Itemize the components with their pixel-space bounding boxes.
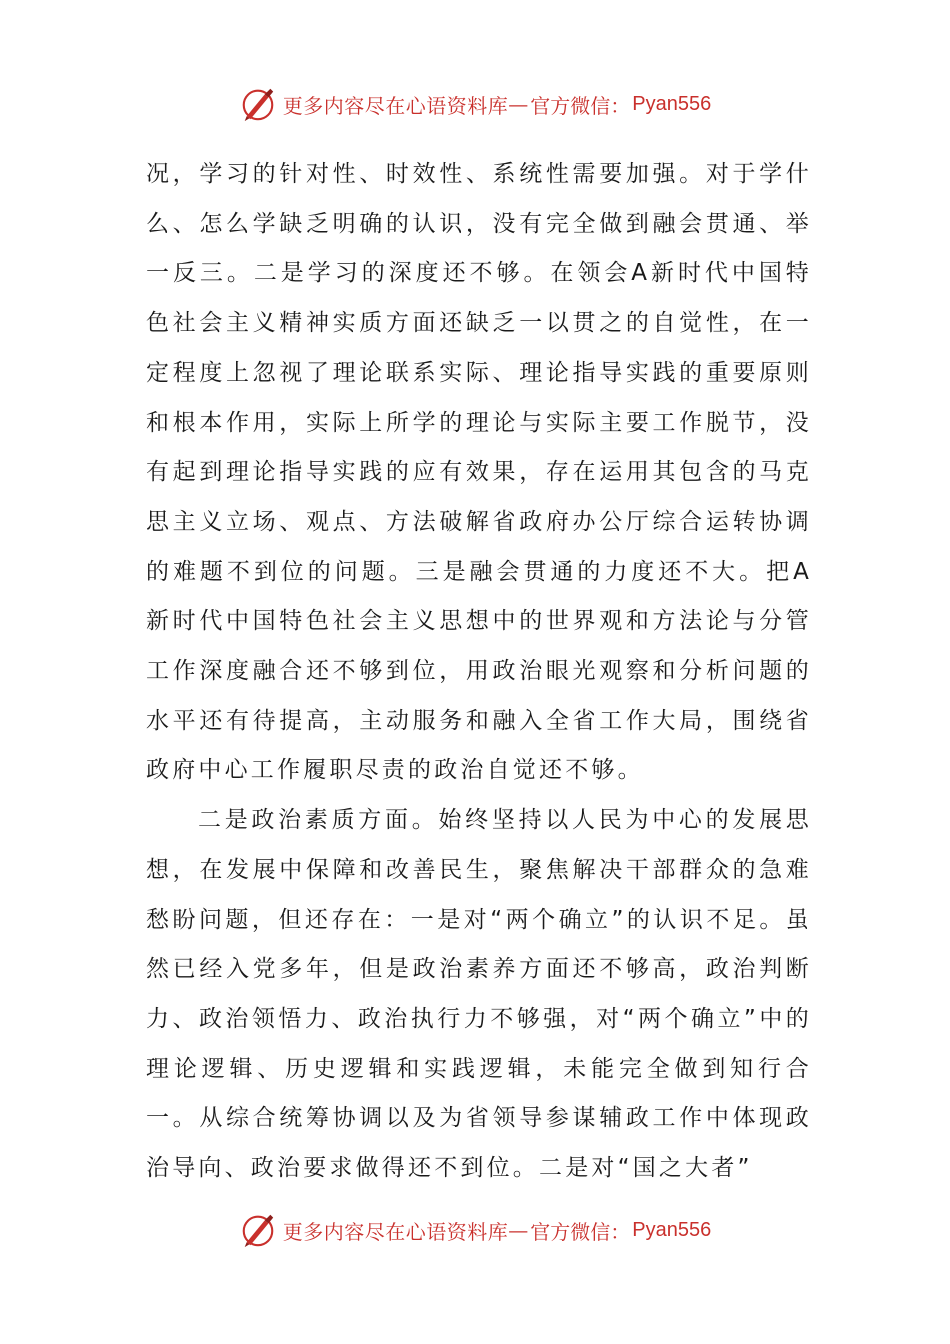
paragraph-1: 况，学习的针对性、时效性、系统性需要加强。对于学什么、怎么学缺乏明确的认识，没有完全做到融会贯通、举一反三。二是学习的深度还不够。在领会A新时代中国特色社会主义精神实质方面还缺乏一以贯之的自觉性，在一定程度上忽视了理论联系实际、理论指导实践的重要原则和根本作用，实际上所学的理论与实际主要工作脱节，没有起到理论指导实践的应有效果，存在运用其包含的马克思主义立场、观点、方法破解省政府办公厅综合运转协调的难题不到位的问题。三是融会贯通的力度还不大。把A新时代中国特色社会主义思想中的世界观和方法论与分管工作深度融合还不够到位，用政治眼光观察和分析问题的水平还有待提高，主动服务和融入全省工作大局，围绕省政府中心工作履职尽责的政治自觉还不够。 xyxy=(146,161,812,784)
header-banner xyxy=(0,82,950,126)
paragraph-2: 二是政治素质方面。始终坚持以人民为中心的发展思想，在发展中保障和改善民生，聚焦解决干部群众的急难愁盼问题，但还存在：一是对“两个确立”的认识不足。虽然已经入党多年，但是政治素养方面还不够高，政治判断力、政治领悟力、政治执行力不够强，对“两个确立”中的理论逻辑、历史逻辑和实践逻辑，未能完全做到知行合一。从综合统筹协调以及为省领导参谋辅政工作中体现政治导向、政治要求做得还不到位。二是对“国之大者” xyxy=(146,807,812,1182)
footer-banner xyxy=(0,1208,950,1252)
banner-site-text: 更多内容尽在心语资料库 xyxy=(282,1219,509,1244)
banner-separator: — xyxy=(508,1218,529,1242)
banner-wechat-id: Pyan556 xyxy=(632,92,712,115)
banner-separator: — xyxy=(508,92,529,116)
document-body xyxy=(146,150,812,1194)
banner-wechat-label: 官方微信： xyxy=(530,1219,631,1244)
banner-site-text: 更多内容尽在心语资料库 xyxy=(282,93,509,118)
banner-wechat-id: Pyan556 xyxy=(632,1218,712,1241)
pen-logo-icon xyxy=(239,85,277,123)
banner-wechat-label: 官方微信： xyxy=(530,93,631,118)
pen-logo-icon xyxy=(239,1211,277,1249)
